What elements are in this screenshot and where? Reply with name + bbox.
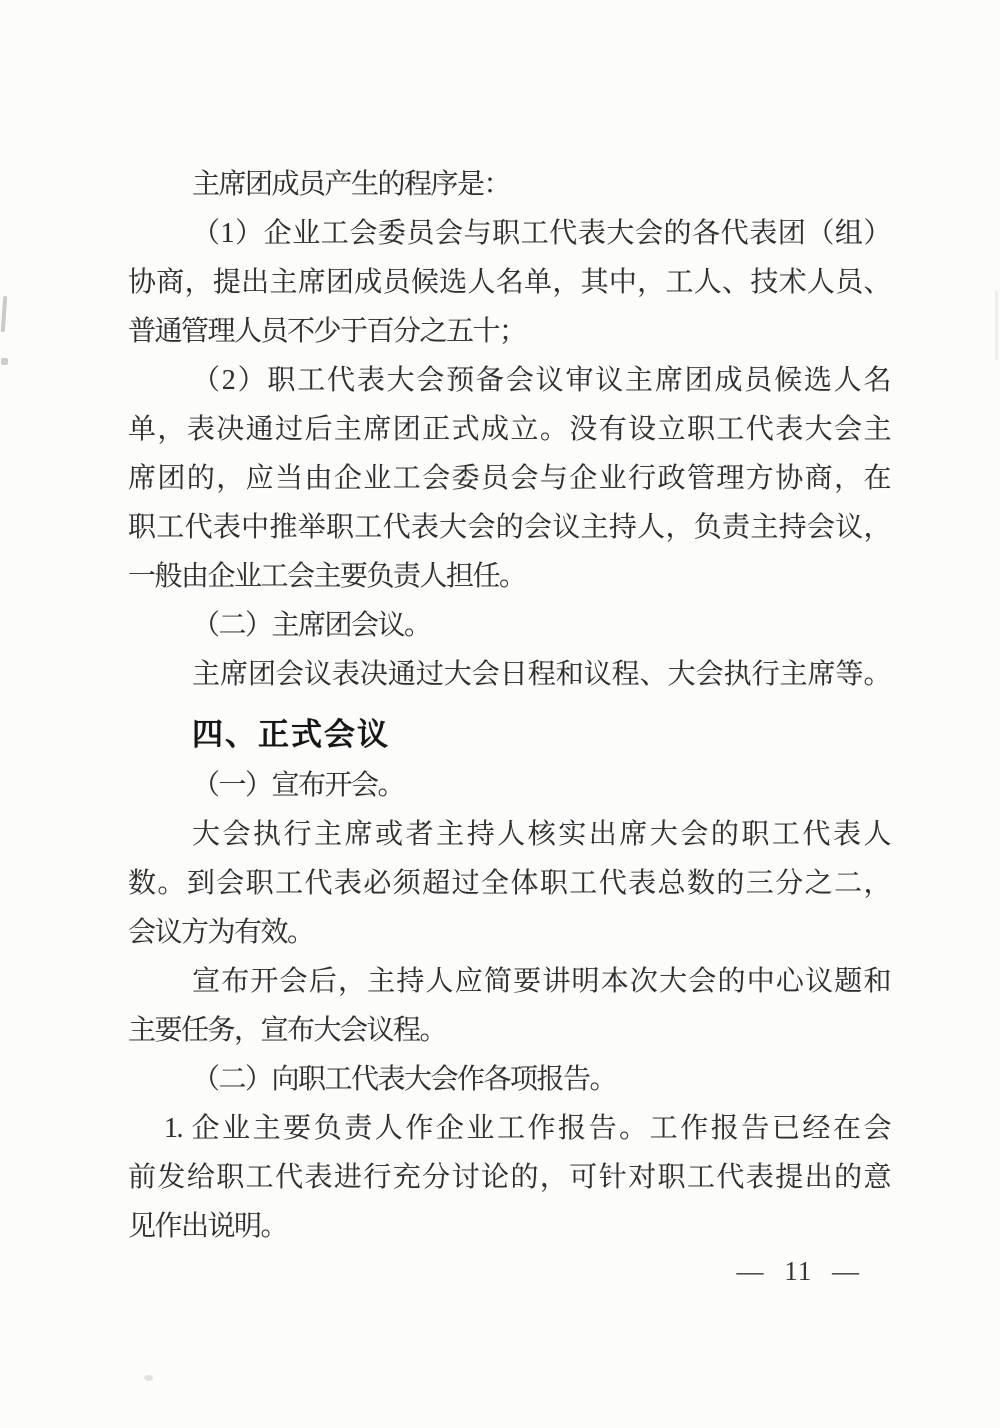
text-line: 单，表决通过后主席团正式成立。没有设立职工代表大会主: [128, 414, 890, 445]
text-line: 数。到会职工代表必须超过全体职工代表总数的三分之二，: [128, 868, 890, 899]
text-line: 主席团成员产生的程序是：: [192, 169, 511, 200]
page-number: — 11 —: [736, 1256, 860, 1286]
text-line: 1. 企业主要负责人作企业工作报告。工作报告已经在会: [164, 1113, 890, 1144]
text-line: （一）宣布开会。: [192, 770, 405, 801]
scan-artifact-right-streak: [995, 290, 998, 360]
text-line: 协商，提出主席团成员候选人名单，其中，工人、技术人员、: [128, 267, 890, 298]
scan-artifact-bottom-speck: [144, 1375, 153, 1381]
scan-artifact-left-streak: [1, 296, 8, 332]
text-line: 主要任务，宣布大会议程。: [128, 1015, 447, 1046]
text-line: （二）向职工代表大会作各项报告。: [192, 1064, 617, 1095]
text-line: （1）企业工会委员会与职工代表大会的各代表团（组）: [192, 218, 890, 249]
text-line: 见作出说明。: [128, 1211, 288, 1242]
text-line: 职工代表中推举职工代表大会的会议主持人，负责主持会议，: [128, 512, 890, 543]
text-line: （二）主席团会议。: [192, 610, 431, 641]
section-heading: 四、正式会议: [192, 717, 390, 752]
text-line: 前发给职工代表进行充分讨论的，可针对职工代表提出的意: [128, 1162, 890, 1193]
text-line: 席团的，应当由企业工会委员会与企业行政管理方协商，在: [128, 463, 890, 494]
text-line: 普通管理人员不少于百分之五十；: [128, 316, 526, 347]
text-line: 大会执行主席或者主持人核实出席大会的职工代表人: [192, 819, 890, 850]
text-line: 宣布开会后，主持人应简要讲明本次大会的中心议题和: [192, 966, 890, 997]
document-body: [128, 160, 890, 1251]
scan-artifact-left-dash: [1, 358, 8, 365]
text-line: 会议方为有效。: [128, 917, 314, 948]
text-line: （2）职工代表大会预备会议审议主席团成员候选人名: [192, 365, 890, 396]
text-line: 主席团会议表决通过大会日程和议程、大会执行主席等。: [192, 659, 890, 690]
text-line: 一般由企业工会主要负责人担任。: [128, 561, 526, 592]
